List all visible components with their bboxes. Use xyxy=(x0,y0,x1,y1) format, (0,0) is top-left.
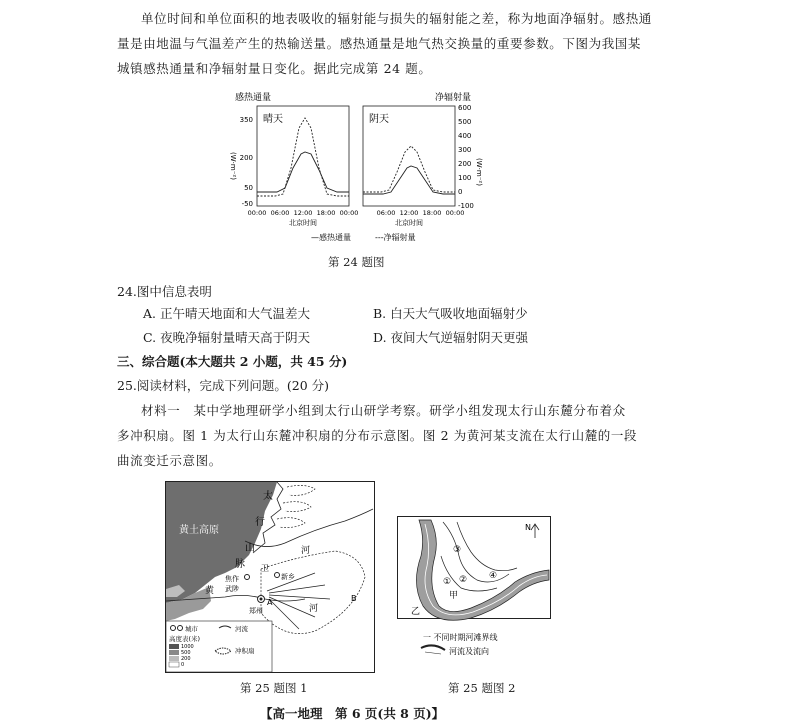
x-tick: 12:00 xyxy=(399,209,419,217)
left-tick: 200 xyxy=(239,154,253,162)
x-tick: 00:00 xyxy=(339,209,359,217)
material-line-3: 曲流变迁示意图。 xyxy=(117,453,222,468)
sunny-dashed-curve xyxy=(257,118,349,196)
sunny-solid-curve xyxy=(257,152,349,192)
right-tick: 0 xyxy=(458,188,463,196)
map1-caption: 第 25 题图 1 xyxy=(240,681,308,695)
map-figure-1 xyxy=(165,481,375,673)
x-label-left: 北京时间 xyxy=(289,219,317,227)
x-tick: 06:00 xyxy=(376,209,396,217)
q25-material xyxy=(117,398,717,473)
north-label: N xyxy=(525,523,531,532)
material-line-2: 多冲积扇。图 1 为太行山东麓冲积扇的分布示意图。图 2 为黄河某支流在太行山麓的一段 xyxy=(117,428,638,443)
x-tick: 00:00 xyxy=(445,209,465,217)
taihang-char-2: 行 xyxy=(255,517,265,528)
q24-option-a[interactable]: A. 正午晴天地面和大气温差大 xyxy=(143,306,310,321)
legend-h-200 xyxy=(169,656,179,661)
right-tick: 200 xyxy=(458,160,472,168)
right-ticks xyxy=(458,104,474,210)
city-xinxiang xyxy=(275,573,280,578)
figure-24 xyxy=(225,88,485,248)
x-tick: 06:00 xyxy=(270,209,290,217)
q24-option-d[interactable]: D. 夜间大气逆辐射阴天更强 xyxy=(373,330,529,345)
intro-paragraph xyxy=(117,6,717,81)
taihang-char-3: 山 xyxy=(245,543,255,554)
left-tick: 350 xyxy=(239,116,253,124)
x-tick: 12:00 xyxy=(293,209,313,217)
left-unit: (W·m⁻²) xyxy=(229,152,237,180)
point-b: B xyxy=(351,594,357,603)
wuzhi-label: 武陟 xyxy=(225,585,239,593)
point-a: A xyxy=(267,598,273,607)
map2-caption: 第 25 题图 2 xyxy=(448,681,516,695)
x-tick: 18:00 xyxy=(422,209,442,217)
legend-boundary: 一 不同时期河滩界线 xyxy=(423,633,498,642)
right-tick: 100 xyxy=(458,174,472,182)
legend-h-label: 200 xyxy=(181,656,191,662)
section-3-heading: 三、综合题(本大题共 2 小题，共 45 分) xyxy=(117,354,348,369)
right-tick: 500 xyxy=(458,118,472,126)
intro-line-3: 城镇感热通量和净辐射量日变化。据此完成第 24 题。 xyxy=(117,61,432,76)
legend-river-arrow xyxy=(425,652,441,654)
x-ticks xyxy=(248,209,465,217)
intro-line-1: 单位时间和单位面积的地表吸收的辐射能与损失的辐射能之差，称为地面净辐射。感热通 xyxy=(141,11,652,26)
legend-h-500 xyxy=(169,650,179,655)
right-axis-title: 净辐射量 xyxy=(435,93,472,103)
legend-h-label: 0 xyxy=(181,662,185,668)
xinxiang-label: 新乡 xyxy=(281,573,295,581)
left-ticks xyxy=(240,116,253,208)
legend-h-1000 xyxy=(169,644,179,649)
legend-city-label: 城市 xyxy=(185,625,198,633)
left-tick: 50 xyxy=(244,184,253,192)
he2-label: 河 xyxy=(309,604,319,614)
num-3: ③ xyxy=(453,545,462,555)
map-figure-2 xyxy=(397,516,552,664)
legend-height-label: 高度表(米) xyxy=(169,635,201,643)
legend-river-flow: 河流及流向 xyxy=(449,647,489,656)
x-label-right: 北京时间 xyxy=(395,219,423,227)
legend-h-label: 500 xyxy=(181,650,191,656)
loess-label: 黄土高原 xyxy=(179,525,219,536)
legend-river-label: 河流 xyxy=(235,625,248,633)
page-footer: 【高一地理 第 6 页(共 8 页)】 xyxy=(260,706,445,721)
legend-river-symbol-2 xyxy=(421,645,445,650)
left-axis-title: 感热通量 xyxy=(235,93,272,103)
taihang-char-1: 太 xyxy=(263,491,273,502)
he-label: 河 xyxy=(301,546,311,556)
left-tick: -50 xyxy=(241,200,253,208)
q24-option-b[interactable]: B. 白天大气吸收地面辐射少 xyxy=(373,306,528,321)
num-1: ① xyxy=(443,577,452,587)
legend-fan-label: 冲积扇 xyxy=(235,647,255,655)
x-tick: 18:00 xyxy=(316,209,336,217)
wei-label: 卫 xyxy=(261,564,269,573)
jia-label: 甲 xyxy=(449,591,459,601)
sunny-label: 晴天 xyxy=(263,114,283,125)
taihang-char-4: 脉 xyxy=(235,559,245,570)
yi-label: 乙 xyxy=(411,607,421,617)
city-zhengzhou-inner xyxy=(260,598,263,601)
intro-line-2: 量是由地温与气温差产生的热输送量。感热通量是地气热交换量的重要参数。下图为我国某 xyxy=(117,36,642,51)
num-4: ④ xyxy=(489,571,498,581)
zhengzhou-label: 郑州 xyxy=(249,607,263,615)
right-tick: 400 xyxy=(458,132,472,140)
legend-h-0 xyxy=(169,662,179,667)
right-tick: 300 xyxy=(458,146,472,154)
right-unit: (W·m⁻²) xyxy=(475,158,483,186)
num-2: ② xyxy=(459,575,468,585)
cloudy-dashed-curve xyxy=(363,146,455,192)
city-jiaozuo xyxy=(245,575,250,580)
cloudy-solid-curve xyxy=(363,166,455,194)
q25-stem: 25.阅读材料，完成下列问题。(20 分) xyxy=(117,378,330,393)
huang-label: 黄 xyxy=(205,586,215,596)
right-tick: 600 xyxy=(458,104,472,112)
right-tick: -100 xyxy=(458,202,474,210)
material-line-1: 材料一 某中学地理研学小组到太行山研学考察。研学小组发现太行山东麓分布着众 xyxy=(141,403,626,418)
q24-option-c[interactable]: C. 夜晚净辐射量晴天高于阴天 xyxy=(143,330,311,345)
legend-solid: —感热通量 xyxy=(311,233,351,242)
cloudy-label: 阴天 xyxy=(369,114,389,125)
x-tick: 00:00 xyxy=(247,209,267,217)
fig24-caption: 第 24 题图 xyxy=(328,255,385,269)
jiaozuo-label: 焦作 xyxy=(225,575,239,583)
legend-h-label: 1000 xyxy=(181,644,194,650)
legend-dashed: ---净辐射量 xyxy=(375,233,416,242)
q24-stem: 24.图中信息表明 xyxy=(117,284,212,299)
